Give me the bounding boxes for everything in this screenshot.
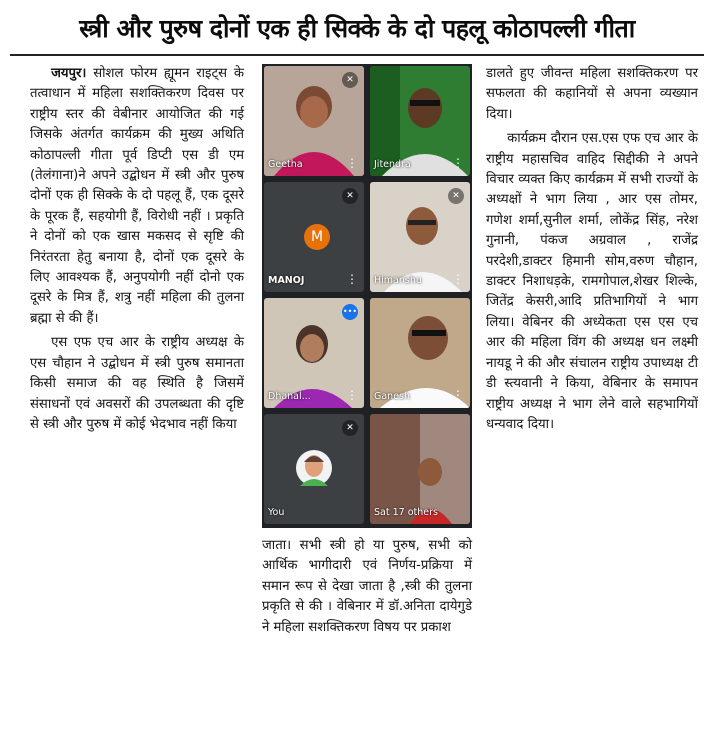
paragraph: जाता। सभी स्त्री हो या पुरुष, सभी को आर्थिक भागीदारी एवं निर्णय-प्रक्रिया में समान रूप से देखा जाता है ,स्त्री की तुलना प्रकृति से की । वेबिनार में डॉ.अनिता दायेगुडे ने महिला सशक्तिकरण विषय पर प्रकाश	[262, 538, 472, 635]
participant-name: Geetha	[268, 159, 303, 170]
video-tile	[370, 66, 470, 176]
article-column-right	[486, 64, 698, 435]
mute-icon: ✕	[342, 72, 358, 88]
video-tile	[264, 298, 364, 408]
participant-name: Jitendra	[374, 159, 411, 170]
video-tile	[264, 182, 364, 292]
article-column-middle	[262, 536, 472, 638]
video-tile	[370, 298, 470, 408]
paragraph-text: सोशल फोरम ह्यूमन राइट्स के तत्वाधान में महिला सशक्तिकरण दिवस पर राष्ट्रीय स्तर की वेबीनार आयोजित की गई जिसके अंतर्गत कार्यक्रम की मुख्य अथिति कोठापल्ली गीता पूर्व डिप्टी एस डी एम (तेलंगाना)ने अपने उद्बोधन में स्त्री और पुरुष दोनों एक ही सिक्के के दो पहलू हैं, एक दूसरे के पूरक हैं, सहयोगी हैं, विरोधी नहीं । प्रकृति ने दोनों को एक खास मकसद से सृष्टि की निरंतरता हेतु बनाया है, दोनों एक दूसरे के लिए आवश्यक हैं, अनुपयोगी नहीं दोनो एक दूसरे के मित्र हैं, शत्रु नहीं महिला की तुलना ब्रह्मा से की हैं।	[30, 66, 244, 326]
more-options-icon[interactable]: ⋮	[452, 388, 464, 402]
participant-name: Sat 17 others	[374, 507, 438, 518]
headline: स्त्री और पुरुष दोनों एक ही सिक्के के दो पहलू कोठापल्ली गीता	[79, 14, 635, 43]
participant-name: Dhanal...	[268, 391, 311, 402]
more-options-icon[interactable]: ⋮	[346, 272, 358, 286]
paragraph: कार्यक्रम दौरान एस.एस एफ एच आर के राष्ट्रीय महासचिव वाहिद सिद्दीकी ने अपने विचार व्यक्त किए कार्यक्रम में सभी राज्यों के अध्यक्षों ने भाग लिया , आर एस तोमर, गणेश शर्मा,सुनील शर्मा, लोकेंद्र सिंह, नरेश गुनानी, पंकज अग्रवाल , राजेंद्र परदेशी,डाक्टर हिमानी सोम,वरुण चौहान, डाक्टर निशाधड़के, रामगोपाल,शेखर शिल्के, जितेंद्र केसरी,आदि प्रतिभागियों ने भाग लिया। वेबिनर की अध्येकता एस एस एच आर की महिला विंग की अध्यक्ष धन लक्ष्मी नायडू ने की और संचालन राष्ट्रीय उपाध्यक्ष टी डी स्त्यवानी ने किया, वेबिनार के समापन राष्ट्रीय अध्यक्ष ने भाग लेने वाले सहभागियों धन्यवाद दिया।	[486, 131, 698, 432]
paragraph: एस एफ एच आर के राष्ट्रीय अध्यक्ष के एस चौहान ने उद्बोधन में स्त्री पुरुष समानता किसी समाज की वह स्थिति है जिसमें संसाधनों एवं अवसरों की उपलब्धता की दृष्टि से स्त्री और पुरुष में कोई भेदभाव नहीं किया	[30, 335, 244, 432]
video-call-screenshot	[262, 64, 472, 528]
participant-name: You	[268, 507, 285, 518]
participant-name: MANOJ	[268, 275, 305, 286]
participant-name: Himanshu	[374, 275, 422, 286]
mute-icon: ✕	[448, 188, 464, 204]
mute-icon: ✕	[342, 420, 358, 436]
article-column-left	[30, 64, 244, 435]
paragraph	[30, 64, 244, 329]
speaking-indicator-icon: •••	[342, 304, 358, 320]
more-options-icon[interactable]: ⋮	[346, 388, 358, 402]
video-tile	[370, 182, 470, 292]
dateline: जयपुर।	[51, 66, 87, 81]
avatar: M	[304, 224, 330, 250]
mute-icon: ✕	[342, 188, 358, 204]
video-tile	[264, 414, 364, 524]
paragraph: डालते हुए जीवन्त महिला सशक्तिकरण पर सफलता की कहानियों से अपना व्यख्यान दिया।	[486, 66, 698, 122]
participant-name: Ganesh	[374, 391, 411, 402]
video-tile	[370, 414, 470, 524]
more-options-icon[interactable]: ⋮	[346, 156, 358, 170]
headline-rule	[10, 54, 704, 56]
video-tile	[264, 66, 364, 176]
more-options-icon[interactable]: ⋮	[452, 156, 464, 170]
more-options-icon[interactable]: ⋮	[452, 272, 464, 286]
